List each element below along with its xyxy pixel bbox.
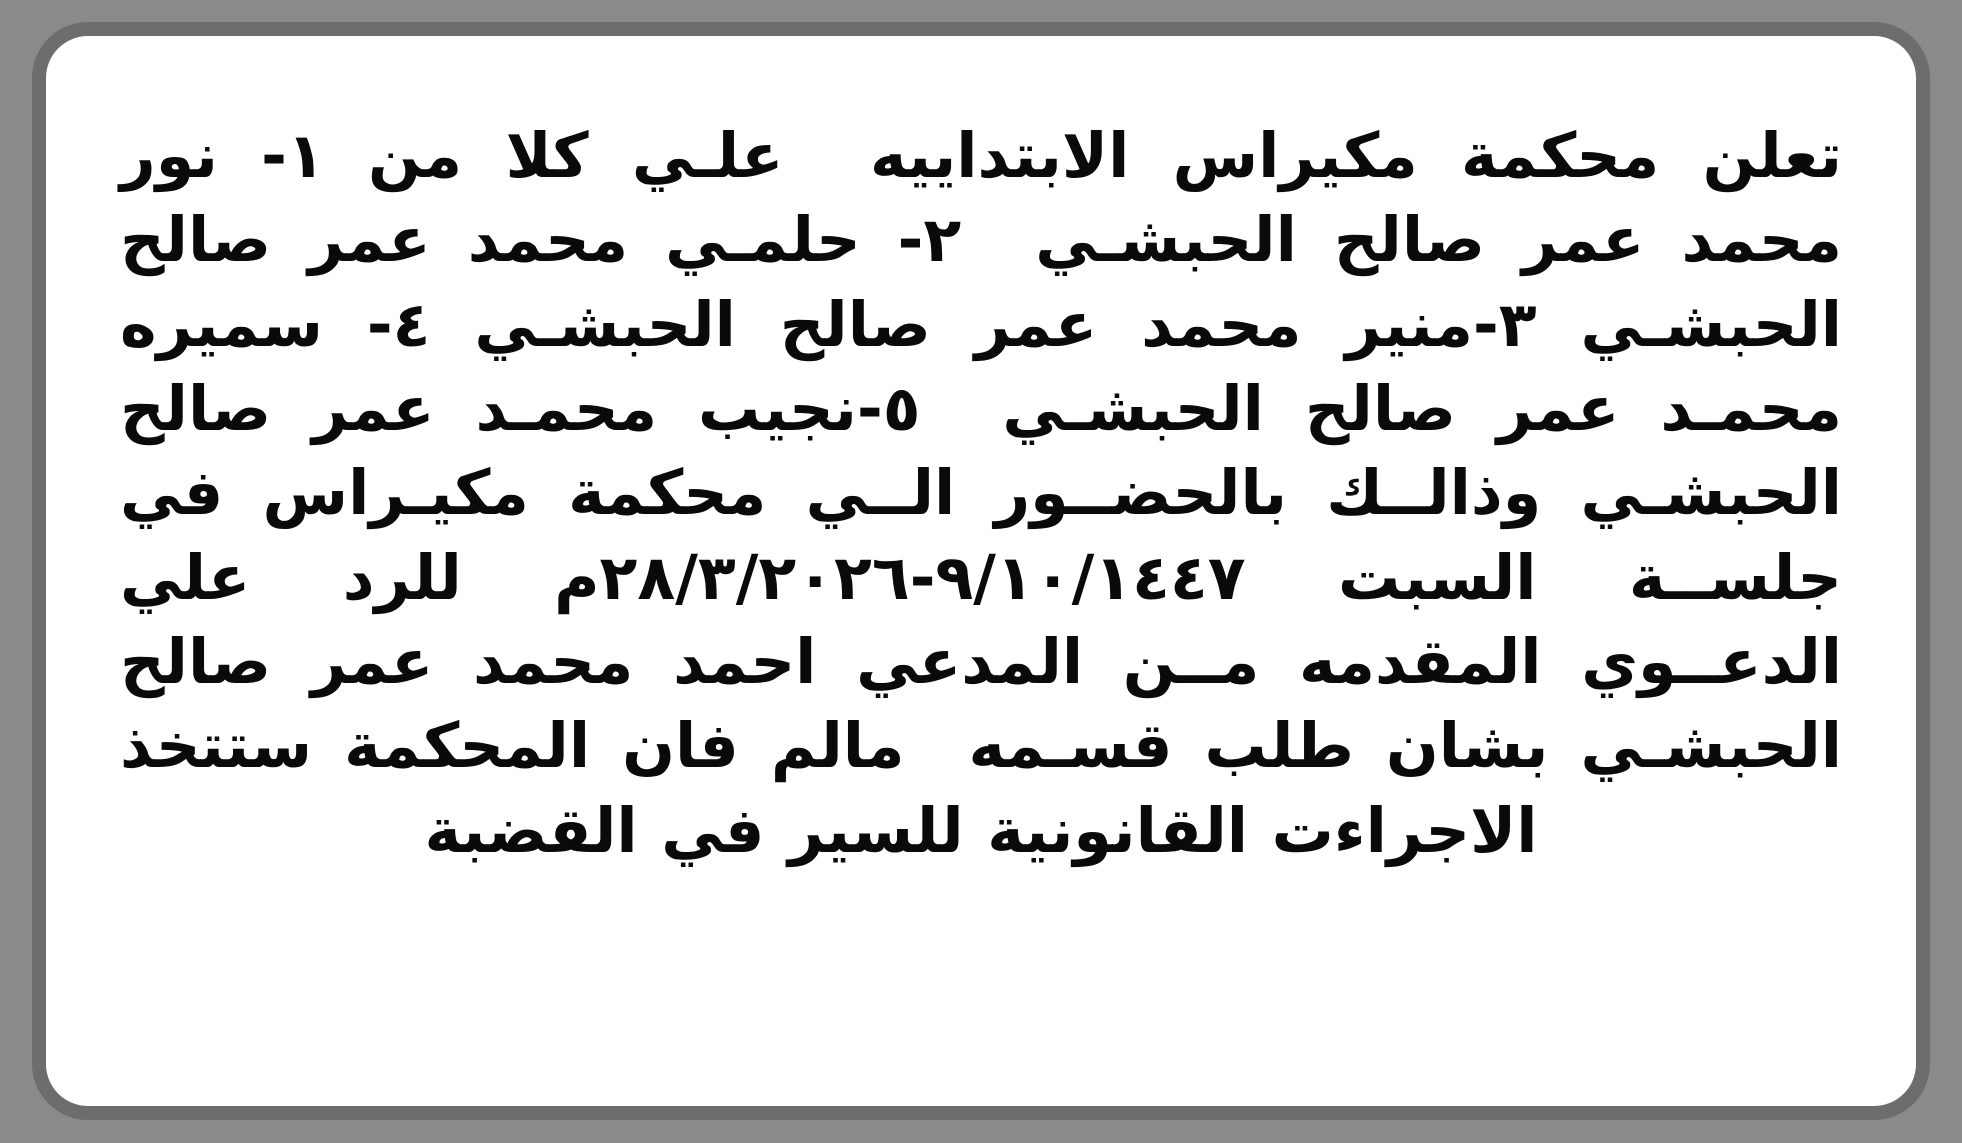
notice-card — [32, 22, 1930, 1120]
court-notice-text: تعلن محكمة مكيراس الابتداييه علـي كلا من ١- نور محمد عمر صالح الحبشـي ٢- حلمـي محمد عمر صالح الحبشـي ٣-منير محمد عمر صالح الحبشـي ٤- سميره محمـد عمر صالح الحبشـي ٥-نجيب محمـد عمر صالح الحبشـي وذالــك بالحضــور الــي محكمة مكيـراس في جلســة السبت ٩/١٠/١٤٤٧‏-٢٨/٣/٢٠٢٦م للرد علي الدعــوي المقدمه مــن المدعي احمد محمد عمر صالح الحبشـي بشان طلب قسـمه مالم فان المحكمة ستتخذ الاجراءت القانونية للسير في القضبة — [96, 119, 1842, 867]
notice-body — [46, 36, 1916, 1106]
